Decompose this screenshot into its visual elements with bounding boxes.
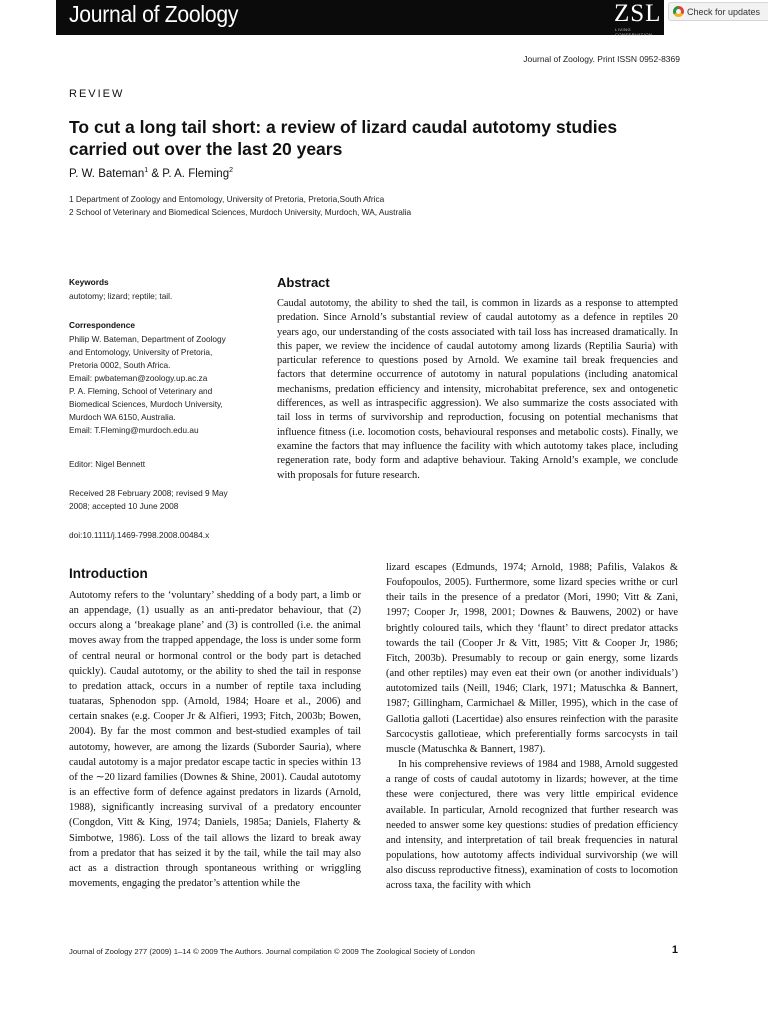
correspondence-email-link[interactable]: Email: T.Fleming@murdoch.edu.au bbox=[69, 425, 199, 435]
correspondence-line: Biomedical Sciences, Murdoch University, bbox=[69, 399, 223, 409]
correspondence-line: Pretoria 0002, South Africa. bbox=[69, 360, 171, 370]
correspondence-block bbox=[69, 333, 269, 437]
doi-link[interactable]: doi:10.1111/j.1469-7998.2008.00484.x bbox=[69, 530, 210, 540]
crossmark-icon bbox=[673, 6, 684, 17]
zsl-logo: ZSL bbox=[614, 0, 662, 27]
received-line: Received 28 February 2008; revised 9 May bbox=[69, 488, 228, 498]
author-separator: & bbox=[148, 167, 163, 180]
correspondence-line: and Entomology, University of Pretoria, bbox=[69, 347, 213, 357]
editor-line: Editor: Nigel Bennett bbox=[69, 459, 146, 469]
check-for-updates-label: Check for updates bbox=[687, 6, 761, 17]
introduction-heading: Introduction bbox=[69, 566, 148, 581]
correspondence-line: Philip W. Bateman, Department of Zoology bbox=[69, 334, 226, 344]
correspondence-email-link[interactable]: Email: pwbateman@zoology.up.ac.za bbox=[69, 373, 208, 383]
page-number: 1 bbox=[671, 944, 678, 956]
affiliation-1: 1 Department of Zoology and Entomology, University of Pretoria, Pretoria,South Africa bbox=[69, 194, 385, 204]
author-affiliation-mark: 2 bbox=[229, 167, 233, 174]
affiliation-2: 2 School of Veterinary and Biomedical Sciences, Murdoch University, Murdoch, WA, Australia bbox=[69, 207, 412, 217]
check-for-updates-button[interactable] bbox=[668, 2, 768, 21]
abstract-heading: Abstract bbox=[277, 275, 330, 290]
keywords-text: autotomy; lizard; reptile; tail. bbox=[69, 291, 173, 301]
received-line: 2008; accepted 10 June 2008 bbox=[69, 501, 179, 511]
body-paragraph: In his comprehensive reviews of 1984 and 1988, Arnold suggested a range of costs of caudal autotomy in lizards; however, at the time these were conjectured, there was very little empirical evidence available. In particular, Arnold recognized that further research was needed to answer some key questions: studies of predation efficiency and intensity, and interpretation of tail break frequencies in natural populations, how autotomy affects individual survivorship (we will also discuss reproductive fitness), examination of costs to locomotion across taxa, the facility with which bbox=[386, 759, 678, 892]
author-line bbox=[69, 167, 233, 180]
author-name: P. W. Bateman bbox=[69, 167, 145, 180]
zsl-logo-subtext: LIVING CONSERVATION bbox=[615, 27, 653, 37]
correspondence-line: Murdoch WA 6150, Australia. bbox=[69, 412, 176, 422]
body-paragraph: lizard escapes (Edmunds, 1974; Arnold, 1988; Pafilis, Valakos & Foufopoulos, 2005). Furthermore, some lizard species writhe or curl their tails in the presence of a predator (Mori, 1990; Vitt & Zani, 1997; Cooper Jr, 1998, 2001; Downes & Bauwens, 2002) or have brightly coloured tails, which they ‘flaunt’ to direct predator attacks towards the tail (Cooper Jr & Vitt, 1985; Vitt & Cooper Jr, 1986; Fitch, 2003b). Presumably to recoup or gain energy, some lizards (and other reptiles) may even eat their own (or another individuals’) autotomized tails (Neill, 1946; Clark, 1971; Matuschka & Bannert, 1987; Gillingham, Carmichael & Miller, 1995), which in the case of Gallotia galloti (Lacertidae) also ensures reinfection with the parasite Sarcocystis gallotieae, which preferentially forms sarcocysts in tail muscle (Matuschka & Bannert, 1987). bbox=[386, 562, 678, 755]
abstract-text: Caudal autotomy, the ability to shed the tail, is common in lizards as a response to attempted predation. Since Arnold’s substantial review of caudal autotomy as a defence in reptiles 20 years ago, our understanding of the costs associated with tail loss has increased dramatically. In this paper, we review the incidence of caudal autotomy among lizards (Reptilia Sauria) with particular reference to questions posed by Arnold. We examine tail break frequencies and factors that determine occurrence of autotomy in natural populations (including anatomical mechanisms, predation efficiency and intensity, microhabitat preference, sex and ontogenetic differences, as well as intraspecific aggression). We also summarize the costs associated with tail loss in terms of survivorship and reproduction, focusing on potential mechanisms that influence fitness (i.e. locomotion costs, behavioural responses and metabolic costs). Finally, we examine the factors that may influence the facility with which autotomy takes place, including regeneration rate, body form and adaptive behaviour. Taking Arnold’s example, we conclude with proposals for future research. bbox=[277, 298, 678, 481]
introduction-right-column bbox=[386, 560, 678, 893]
footer-citation: Journal of Zoology 277 (2009) 1–14 © 2009 The Authors. Journal compilation © 2009 The Zoological Society of London bbox=[69, 947, 475, 956]
journal-title: Journal of Zoology bbox=[69, 1, 239, 27]
article-title: To cut a long tail short: a review of lizard caudal autotomy studies carried out over the last 20 years bbox=[69, 117, 618, 159]
correspondence-line: P. A. Fleming, School of Veterinary and bbox=[69, 386, 213, 396]
author-affiliation-mark: 1 bbox=[144, 167, 149, 174]
received-dates bbox=[69, 487, 269, 513]
correspondence-heading: Correspondence bbox=[69, 320, 135, 330]
article-type: REVIEW bbox=[69, 88, 125, 100]
author-name: P. A. Fleming bbox=[162, 167, 230, 180]
journal-header-bar bbox=[56, 0, 664, 35]
body-paragraph: Autotomy refers to the ‘voluntary’ shedding of a body part, a limb or an appendage, (1) usually as an anti-predator behaviour, that (2) occurs along a ‘breakage plane’ and (3) is controlled (i.e. the animal moves away from the trapped appendage, the loss is under some form of central neural or hormonal control or the body part is detached quickly). Caudal autotomy, or the ability to shed the tail in response to predation attack, occurs in a number of reptile taxa including tuataras, Sphenodon spp. (Arnold, 1984; Hoare et al., 2006) and certain snakes (e.g. Cooper Jr & Alfieri, 1993; Fitch, 2003b; Bowen, 2004). By far the most common and best-studied examples of tail autotomy, however, are among the lizards (Suborder Sauria), where caudal autotomy is a major predator escape tactic in species within 13 of the ∼20 lizard families (Downes & Shine, 2001). Caudal autotomy is an effective form of defence against predators in lizards (Arnold, 1988), significantly increasing survival of a predatory encounter (Congdon, Vitt & King, 1974; Daniels, 1985a; Daniels, Flaherty & Simbotwe, 1986). Loss of the tail allows the lizard to break away from a predator that has seized it by the tail, while the tail may also act as a distraction through spontaneous writhing or wriggling movements, engaging the predator’s attention while the bbox=[69, 590, 361, 889]
keywords-heading: Keywords bbox=[69, 277, 109, 287]
introduction-left-column bbox=[69, 588, 361, 891]
issn-line: Journal of Zoology. Print ISSN 0952-8369 bbox=[523, 54, 680, 64]
